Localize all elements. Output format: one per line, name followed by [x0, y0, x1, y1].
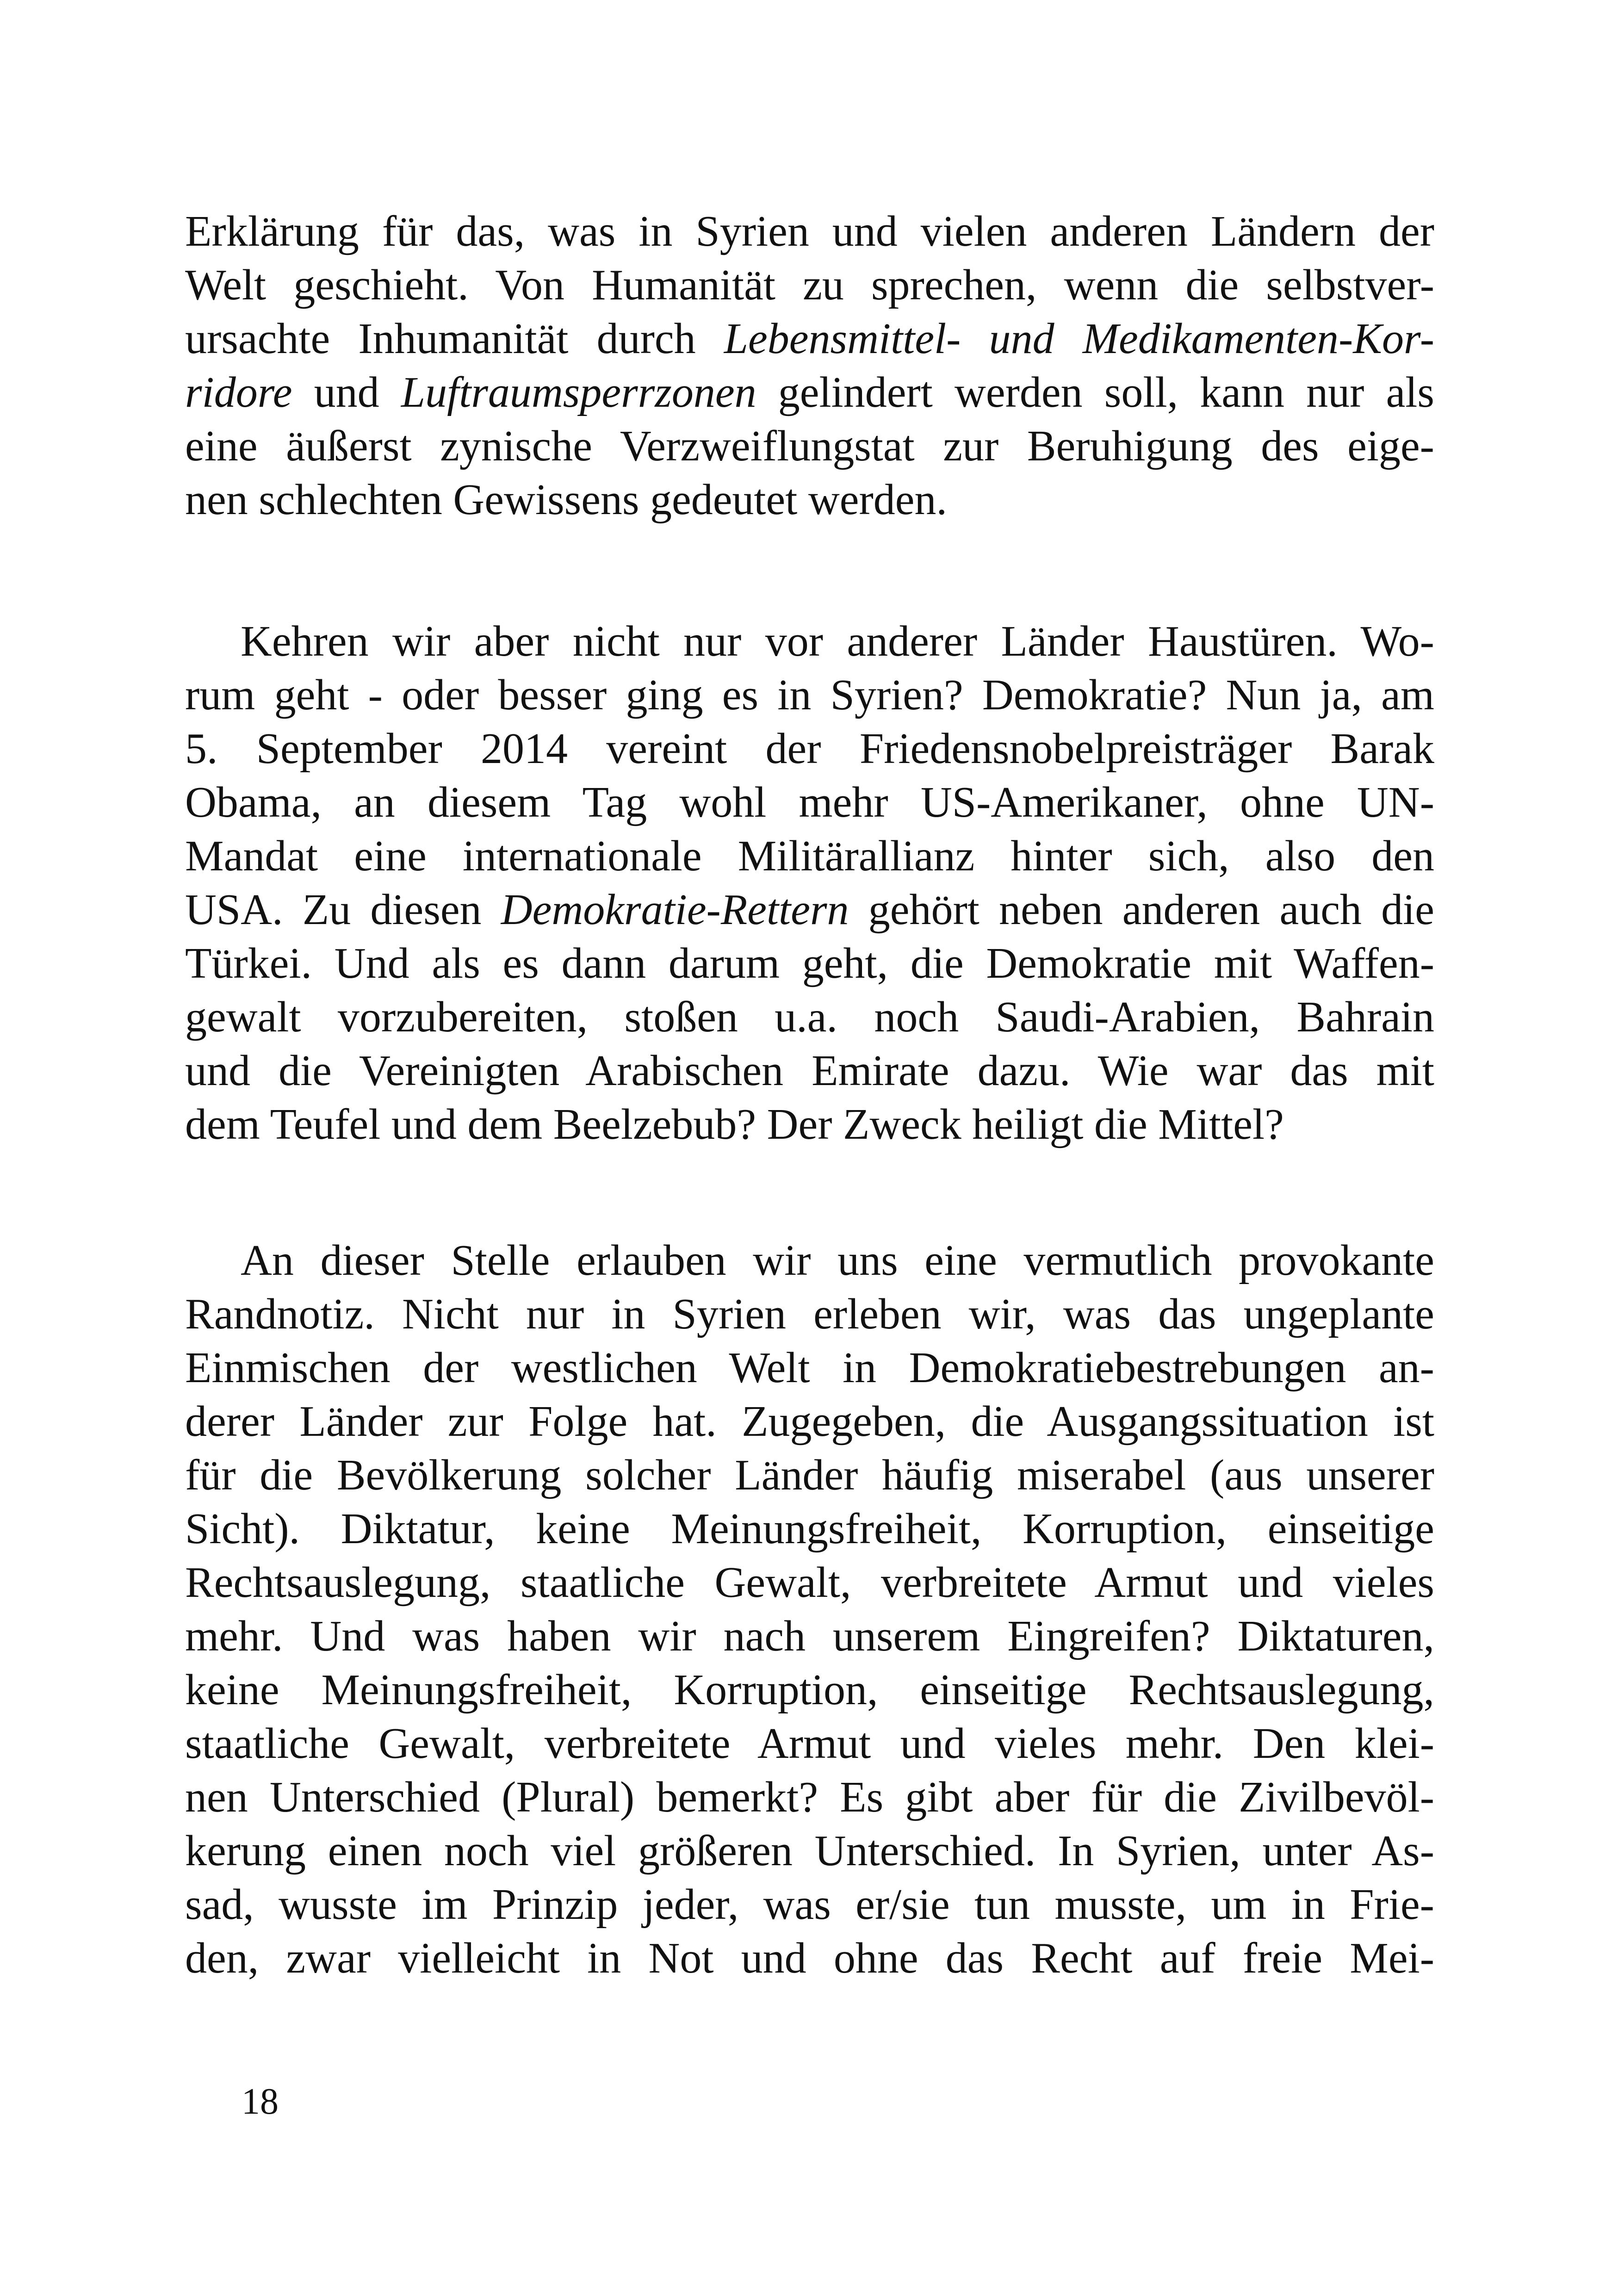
- paragraph-3: [185, 1234, 1434, 1985]
- text-line: Sicht). Diktatur, keine Meinungsfreiheit, Korruption, einseitige: [185, 1505, 1434, 1553]
- text-line: nen schlechten Gewissens gedeutet werden.: [185, 476, 948, 524]
- text-line: derer Länder zur Folge hat. Zugegeben, die Ausgangssituation ist: [185, 1397, 1434, 1446]
- text-line: Randnotiz. Nicht nur in Syrien erleben wir, was das ungeplante: [185, 1290, 1434, 1338]
- paragraph-2: [185, 614, 1434, 1151]
- text-line: gewalt vorzubereiten, stoßen u.a. noch Saudi-Arabien, Bahrain: [185, 993, 1434, 1041]
- text-line: den, zwar vielleicht in Not und ohne das Recht auf freie Mei-: [185, 1934, 1434, 1982]
- text-line: staatliche Gewalt, verbreitete Armut und vieles mehr. Den klei-: [185, 1719, 1434, 1768]
- page-number: 18: [242, 2081, 279, 2122]
- text-line: Welt geschieht. Von Humanität zu sprechen, wenn die selbstver-: [185, 261, 1434, 309]
- text-line: Rechtsauslegung, staatliche Gewalt, verbreitete Armut und vieles: [185, 1558, 1434, 1607]
- text-line: Mandat eine internationale Militärallianz hinter sich, also den: [185, 832, 1434, 880]
- text-line: dem Teufel und dem Beelzebub? Der Zweck heiligt die Mittel?: [185, 1100, 1284, 1148]
- text-line: Erklärung für das, was in Syrien und vielen anderen Ländern der: [185, 207, 1434, 255]
- text-line: kerung einen noch viel größeren Unterschied. In Syrien, unter As-: [185, 1827, 1434, 1875]
- text-line: für die Bevölkerung solcher Länder häufig miserabel (aus unserer: [185, 1451, 1434, 1499]
- text-line: rum geht - oder besser ging es in Syrien? Demokratie? Nun ja, am: [185, 671, 1434, 719]
- text-line: Einmischen der westlichen Welt in Demokratiebestrebungen an-: [185, 1344, 1434, 1392]
- text-line: keine Meinungsfreiheit, Korruption, einseitige Rechtsauslegung,: [185, 1666, 1434, 1714]
- text-line: und die Vereinigten Arabischen Emirate dazu. Wie war das mit: [185, 1047, 1434, 1095]
- text-line: eine äußerst zynische Verzweiflungstat zur Beruhigung des eige-: [185, 422, 1434, 470]
- text-line: ridore und Luftraumsperrzonen gelindert werden soll, kann nur als: [185, 368, 1434, 416]
- text-line: Türkei. Und als es dann darum geht, die Demokratie mit Waffen-: [185, 939, 1434, 987]
- text-line: mehr. Und was haben wir nach unserem Eingreifen? Diktaturen,: [185, 1612, 1434, 1660]
- text-line: sad, wusste im Prinzip jeder, was er/sie tun musste, um in Frie-: [185, 1880, 1434, 1929]
- paragraph-1: [185, 205, 1434, 527]
- text-line: 5. September 2014 vereint der Friedensnobelpreisträger Barak: [185, 725, 1434, 773]
- text-line: nen Unterschied (Plural) bemerkt? Es gibt aber für die Zivilbevöl-: [185, 1773, 1434, 1821]
- text-line: ursachte Inhumanität durch Lebensmittel- und Medikamenten-Kor-: [185, 315, 1435, 363]
- text-line: Kehren wir aber nicht nur vor anderer Länder Haustüren. Wo-: [241, 617, 1434, 665]
- text-line: USA. Zu diesen Demokratie-Rettern gehört neben anderen auch die: [185, 886, 1434, 934]
- text-line: An dieser Stelle erlauben wir uns eine vermutlich provokante: [241, 1236, 1434, 1285]
- text-line: Obama, an diesem Tag wohl mehr US-Amerikaner, ohne UN-: [185, 778, 1434, 826]
